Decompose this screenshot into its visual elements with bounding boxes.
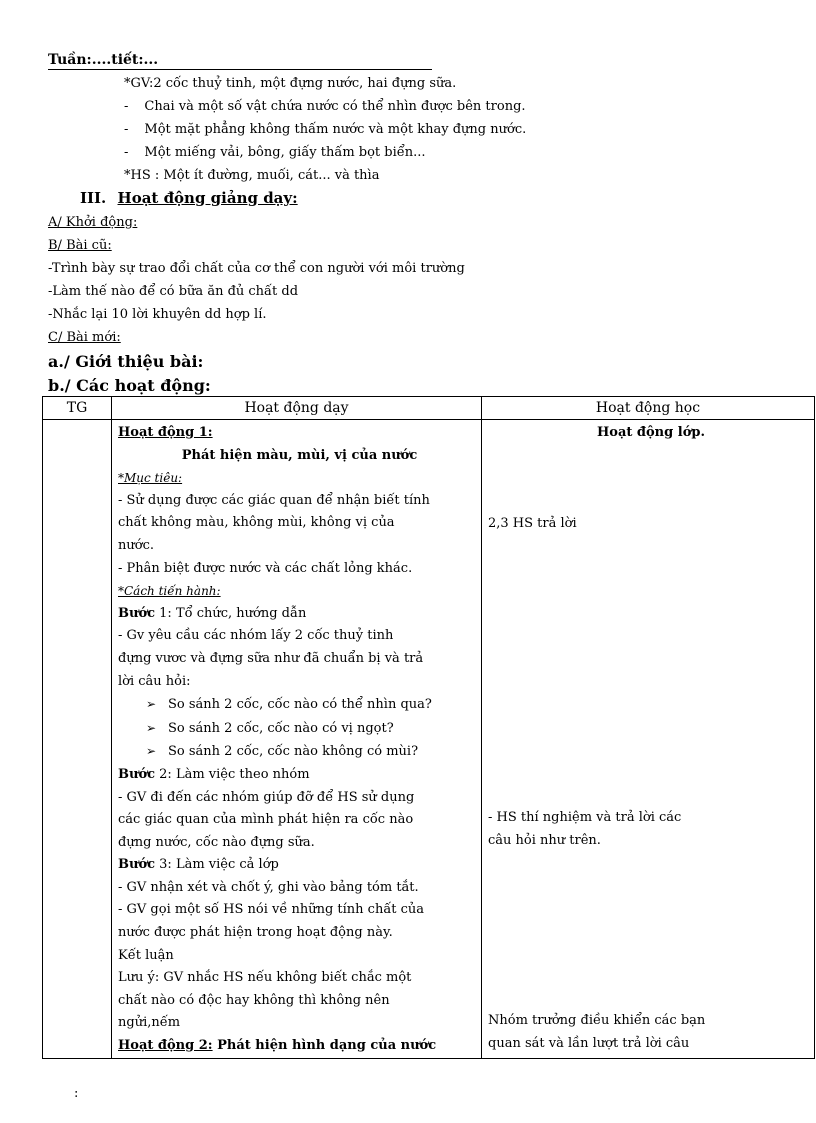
materials-hs: *HS : Một ít đường, muối, cát... và thìa bbox=[124, 168, 380, 183]
part-b-heading: B/ Bài cũ: bbox=[48, 238, 112, 253]
learning-answer: câu hỏi như trên. bbox=[488, 832, 601, 848]
step-label: Bước bbox=[118, 857, 156, 873]
learning-answer: quan sát và lần lượt trả lời câu bbox=[488, 1035, 690, 1051]
teaching-cell bbox=[112, 420, 482, 1059]
materials-item-text: Chai và một số vật chứa nước có thể nhìn được bên trong. bbox=[144, 99, 526, 114]
learning-answer: 2,3 HS trả lời bbox=[488, 515, 577, 531]
arrow-bullet-icon: ➢ bbox=[146, 744, 157, 759]
activity-1-subtitle: Phát hiện màu, mùi, vị của nước bbox=[181, 447, 418, 463]
dash: - bbox=[124, 122, 129, 137]
step-1-line: lời câu hỏi: bbox=[118, 673, 191, 689]
week-label: Tuần:....tiết:... bbox=[48, 52, 159, 68]
footer-mark: : bbox=[74, 1086, 79, 1101]
header-divider bbox=[48, 69, 432, 70]
tg-cell bbox=[43, 420, 112, 1059]
learning-answer: - HS thí nghiệm và trả lời các bbox=[488, 810, 682, 826]
review-line: -Trình bày sự trao đổi chất của cơ thể con người với môi trường bbox=[48, 261, 465, 276]
step-text: 2: Làm việc theo nhóm bbox=[155, 766, 310, 782]
step-text: 3: Làm việc cả lớp bbox=[155, 857, 279, 873]
activity-1-title: Hoạt động 1: bbox=[118, 425, 213, 440]
goal-line: chất không màu, không mùi, không vị của bbox=[118, 515, 395, 531]
review-line: -Nhắc lại 10 lời khuyên dd hợp lí. bbox=[48, 307, 267, 322]
question-item bbox=[118, 717, 481, 741]
table-row bbox=[43, 420, 815, 1059]
step-2-line: các giác quan của mình phát hiện ra cốc nào bbox=[118, 812, 414, 828]
materials-item-text: Một miếng vải, bông, giấy thấm bọt biển... bbox=[144, 145, 426, 160]
step-3-line: chất nào có độc hay không thì không nên bbox=[118, 992, 390, 1008]
learning-answer: Nhóm trưởng điều khiển các bạn bbox=[488, 1013, 706, 1029]
section-title: Hoạt động giảng dạy: bbox=[117, 189, 298, 207]
method-label: *Cách tiến hành: bbox=[118, 584, 221, 599]
materials-item bbox=[124, 99, 526, 114]
step-3-line: ngửi,nếm bbox=[118, 1015, 181, 1031]
intro-heading: a./ Giới thiệu bài: bbox=[48, 352, 204, 371]
part-c-heading: C/ Bài mới: bbox=[48, 330, 121, 345]
step-1-line: đựng vươc và đựng sữa như đã chuẩn bị và trả bbox=[118, 650, 424, 666]
question-item bbox=[118, 693, 481, 717]
step-1-line: - Gv yêu cầu các nhóm lấy 2 cốc thuỷ tinh bbox=[118, 628, 394, 644]
part-a-heading: A/ Khởi động: bbox=[48, 215, 138, 230]
step-3 bbox=[118, 854, 481, 877]
step-3-line: Lưu ý: GV nhắc HS nếu không biết chắc một bbox=[118, 970, 412, 986]
step-label: Bước bbox=[118, 605, 156, 621]
materials-item bbox=[124, 145, 426, 160]
learning-cell bbox=[482, 420, 815, 1059]
review-line: -Làm thế nào để có bữa ăn đủ chất dd bbox=[48, 284, 299, 299]
dash: - bbox=[124, 145, 129, 160]
goal-line: - Sử dụng được các giác quan để nhận biết tính bbox=[118, 492, 430, 508]
question-text: So sánh 2 cốc, cốc nào không có mùi? bbox=[168, 744, 419, 760]
step-3-line: nước được phát hiện trong hoạt động này. bbox=[118, 925, 393, 941]
dash: - bbox=[124, 99, 129, 114]
step-3-line: Kết luận bbox=[118, 947, 174, 963]
column-header-learning: Hoạt động học bbox=[482, 397, 815, 420]
step-3-line: - GV nhận xét và chốt ý, ghi vào bảng tóm tắt. bbox=[118, 879, 419, 895]
question-text: So sánh 2 cốc, cốc nào có thể nhìn qua? bbox=[168, 697, 432, 713]
activity-2-title bbox=[118, 1035, 481, 1058]
step-2 bbox=[118, 764, 481, 787]
step-label: Bước bbox=[118, 766, 156, 782]
arrow-bullet-icon: ➢ bbox=[146, 720, 157, 735]
column-header-tg: TG bbox=[43, 397, 112, 420]
goal-line: - Phân biệt được nước và các chất lỏng khác. bbox=[118, 560, 413, 576]
step-3-line: - GV gọi một số HS nói về những tính chất của bbox=[118, 902, 425, 918]
step-text: 1: Tổ chức, hướng dẫn bbox=[155, 605, 307, 621]
materials-item-text: Một mặt phẳng không thấm nước và một khay đựng nước. bbox=[144, 122, 527, 137]
question-item bbox=[118, 740, 481, 764]
question-text: So sánh 2 cốc, cốc nào có vị ngọt? bbox=[168, 720, 394, 736]
activity-2-text: Phát hiện hình dạng của nước bbox=[212, 1038, 437, 1054]
materials-gv: *GV:2 cốc thuỷ tinh, một đựng nước, hai đựng sữa. bbox=[124, 76, 457, 91]
learning-title: Hoạt động lớp. bbox=[597, 425, 705, 440]
table-header-row bbox=[43, 397, 815, 420]
activities-heading: b./ Các hoạt động: bbox=[48, 376, 211, 395]
section-number: III. bbox=[80, 189, 107, 207]
step-2-line: đựng nước, cốc nào đựng sữa. bbox=[118, 834, 315, 850]
step-2-line: - GV đi đến các nhóm giúp đỡ để HS sử dụng bbox=[118, 789, 415, 805]
column-header-teaching: Hoạt động dạy bbox=[112, 397, 482, 420]
arrow-bullet-icon: ➢ bbox=[146, 697, 157, 712]
section-3-heading bbox=[80, 189, 298, 207]
step-1 bbox=[118, 603, 481, 626]
goal-label: *Mục tiêu: bbox=[118, 471, 183, 486]
goal-line: nước. bbox=[118, 537, 154, 553]
lesson-table bbox=[42, 396, 815, 1059]
activity-2-label: Hoạt động 2: bbox=[118, 1038, 213, 1054]
materials-item bbox=[124, 122, 526, 137]
